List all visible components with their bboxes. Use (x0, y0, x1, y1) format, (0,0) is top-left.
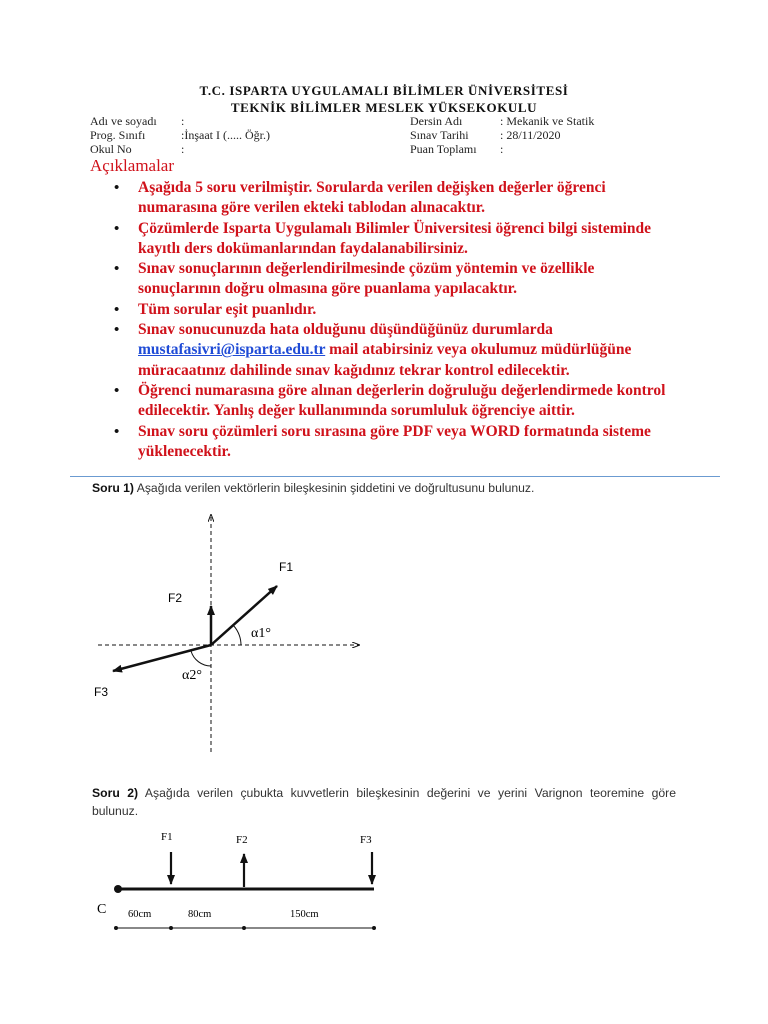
email-link[interactable]: mustafasivri@isparta.edu.tr (138, 341, 326, 359)
f2-label: F2 (168, 591, 183, 605)
bullet-icon: • (114, 301, 120, 318)
date-label: Sınav Tarihi (410, 128, 469, 142)
dim-80: 80cm (188, 909, 212, 920)
question-2-text: Aşağıda verilen çubukta kuvvetlerin bileşkesinin değerini ve yerini Varignon teoremine göre bulunuz. (92, 786, 677, 818)
f1-label: F1 (279, 560, 294, 574)
question-2-label: Soru 2) (92, 786, 139, 800)
list-item: • Aşağıda 5 soru verilmiştir. Sorularda verilen değişken değerler öğrenci numarasına göre verilen ekteki tablodan alınacaktır. (114, 179, 606, 217)
alpha1-label: α1° (251, 626, 271, 641)
bullet-icon: • (114, 220, 120, 237)
list-item: • Tüm sorular eşit puanlıdır. (108, 300, 668, 320)
beam-f3-label: F3 (360, 834, 372, 846)
name-value: : (181, 114, 185, 128)
f3-label: F3 (94, 685, 109, 699)
dimension-tick (114, 926, 118, 930)
instructions-heading: Açıklamalar (90, 156, 175, 175)
list-item: • Çözümlerde Isparta Uygulamalı Bilimler Üniversitesi öğrenci bilgi sisteminde kayıtlı ders dokümanlarından faydalanabilirsiniz. (114, 219, 652, 257)
dim-60: 60cm (128, 909, 152, 920)
course-label: Dersin Adı (410, 114, 463, 128)
list-item: • Öğrenci numarasına göre alınan değerlerin doğruluğu değerlendirmede kontrol edilecektir. Yanlış değer kullanımında sorumluluk öğrenciye aittir. (114, 381, 666, 420)
score-label: Puan Toplamı (410, 142, 477, 156)
bullet-icon: • (114, 423, 120, 440)
question-1-label: Soru 1) (92, 481, 134, 495)
dim-150: 150cm (290, 909, 319, 920)
question-1-text: Aşağıda verilen vektörlerin bileşkesinin şiddetini ve doğrultusunu bulunuz. (136, 481, 535, 495)
beam-f2-label: F2 (236, 834, 248, 846)
dimension-tick (242, 926, 246, 930)
bullet-icon: • (114, 382, 120, 399)
school-no-value: : (181, 142, 185, 156)
list-item: • Sınav sonuçlarının değerlendirilmesinde çözüm yöntemin ve özellikle sonuçlarının doğru olmasına göre puanlama yapılacaktır. (114, 260, 595, 298)
name-label: Adı ve soyadı (90, 114, 157, 128)
list-item: • Sınav soru çözümleri soru sırasına göre PDF veya WORD formatında sisteme yüklenecektir. (114, 422, 651, 460)
point-c-label: C (97, 902, 107, 917)
date-value: : 28/11/2020 (500, 128, 561, 142)
bullet-icon: • (114, 180, 120, 196)
alpha2-label: α2° (182, 668, 202, 683)
course-value: : Mekanik ve Statik (500, 114, 595, 128)
class-label: Prog. Sınıfı (90, 128, 146, 142)
bullet-icon: • (114, 261, 120, 278)
dimension-tick (169, 926, 173, 930)
school-title: TEKNİK BİLİMLER MESLEK YÜKSEKOKULU (230, 100, 538, 115)
list-item: • Sınav sonucunuzda hata olduğunu düşündüğünüz durumlarda mustafasivri@isparta.edu.tr mail atabirsiniz veya okulumuz müdürlüğüne müracaatınız dahilinde sınav kağıdınız tekrar kontrol edilecektir. (114, 321, 632, 379)
bullet-icon: • (114, 322, 120, 339)
dimension-tick (372, 926, 376, 930)
class-value: :İnşaat I (..... Öğr.) (181, 128, 270, 142)
beam-f1-label: F1 (161, 831, 173, 843)
school-no-label: Okul No (90, 142, 132, 156)
university-title: T.C. ISPARTA UYGULAMALI BİLİMLER ÜNİVERSİTESİ (199, 83, 569, 98)
point-c (114, 885, 122, 893)
score-value: : (500, 142, 504, 156)
